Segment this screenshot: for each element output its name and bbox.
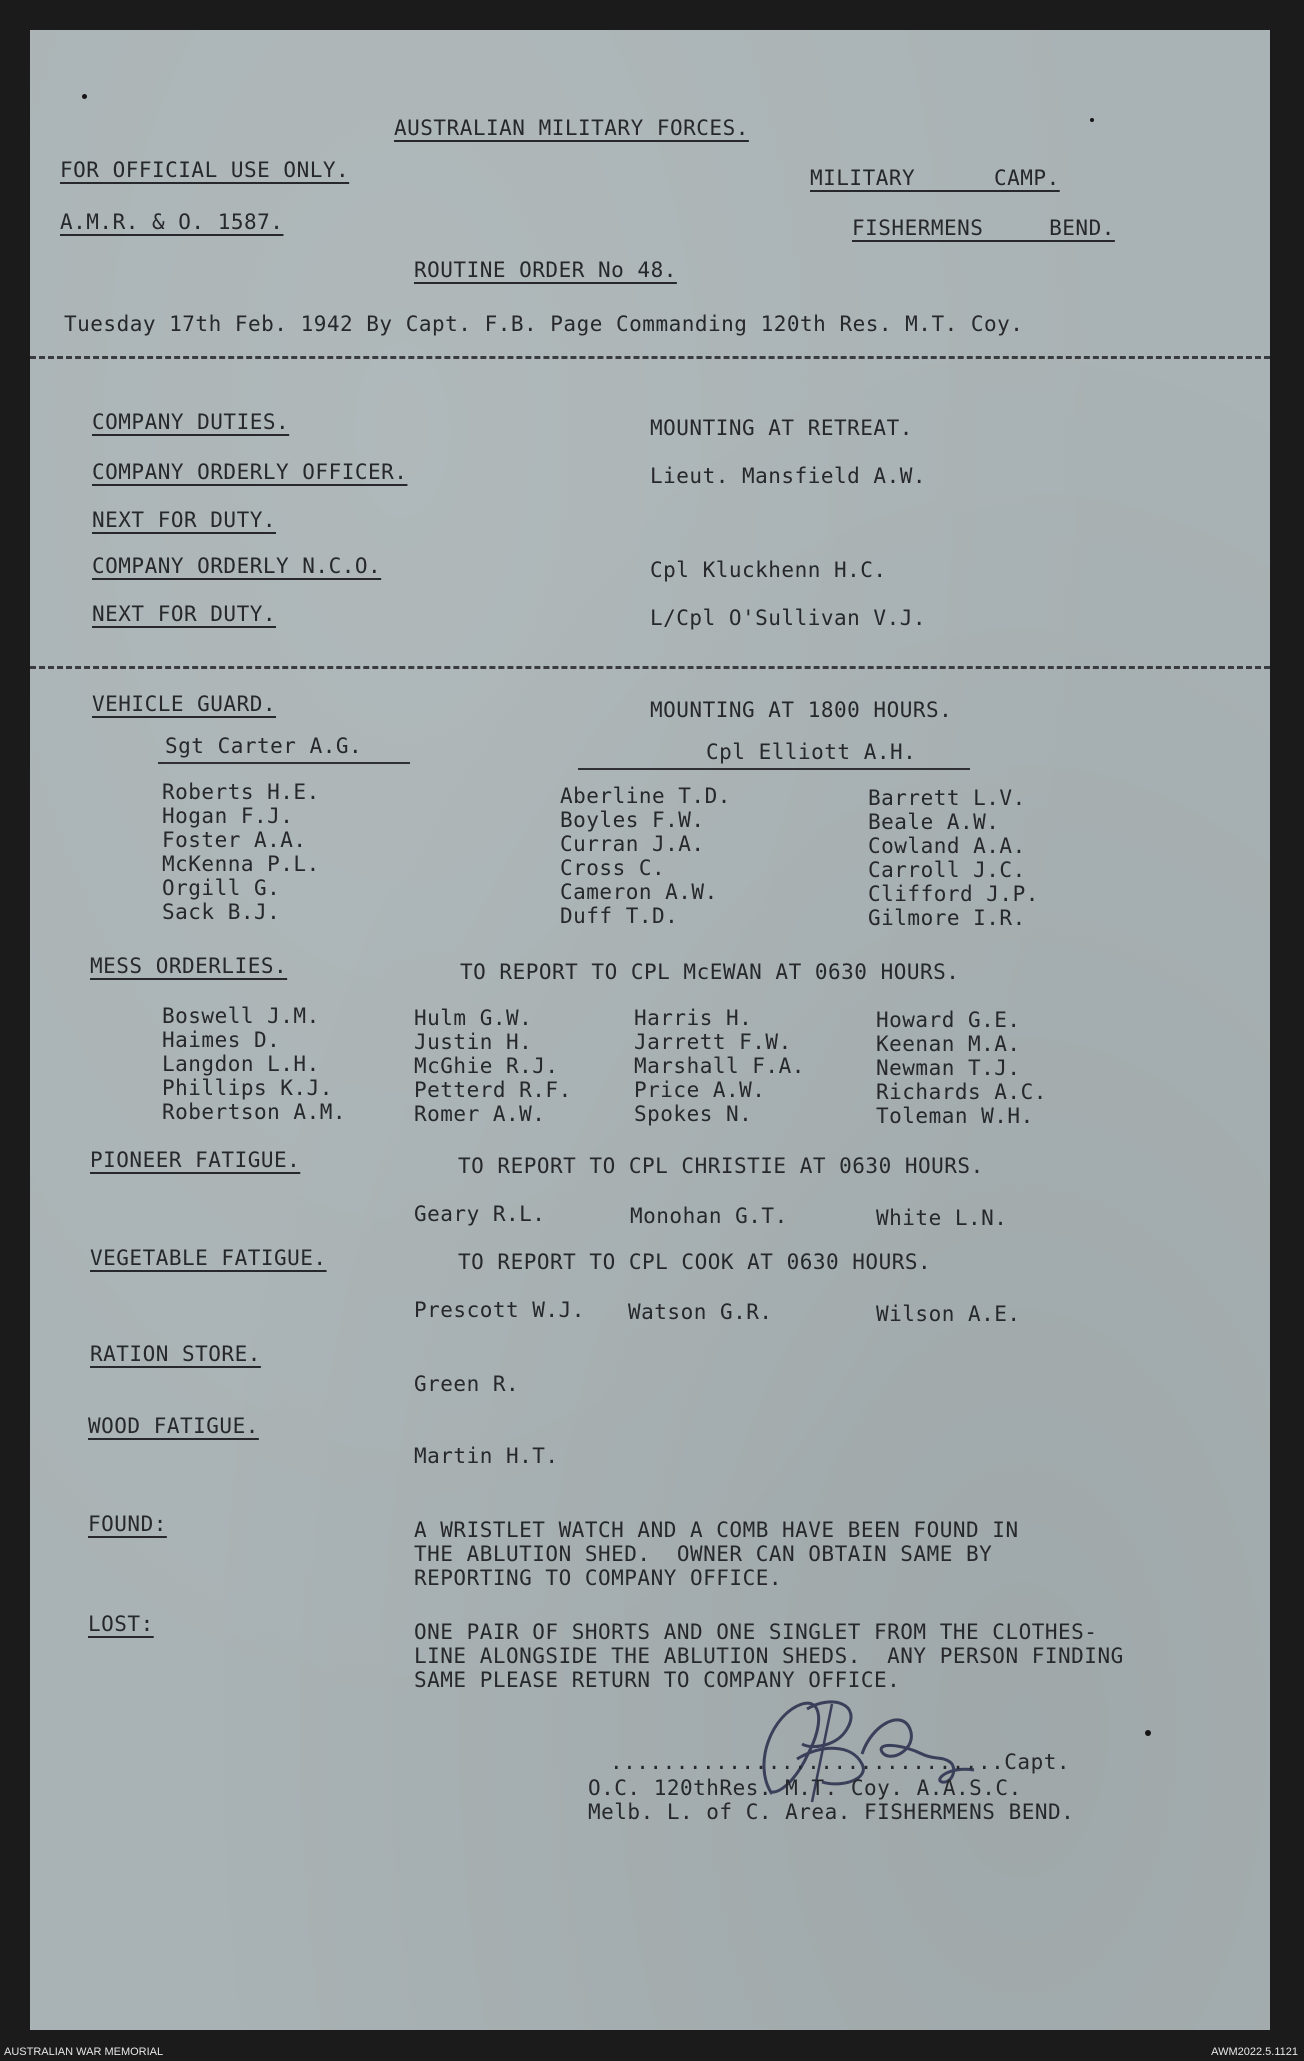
guard-name: Beale A.W. — [868, 810, 1000, 834]
found-line: THE ABLUTION SHED. OWNER CAN OBTAIN SAME BY — [414, 1542, 993, 1566]
guard-corporal: Cpl Elliott A.H. — [706, 740, 917, 764]
guard-name: Hogan F.J. — [162, 804, 294, 828]
guard-name: McKenna P.L. — [162, 852, 320, 876]
guard-name: Curran J.A. — [560, 832, 705, 856]
next-for-duty-label: NEXT FOR DUTY. — [92, 602, 277, 626]
mess-name: Phillips K.J. — [162, 1076, 333, 1100]
ink-speck — [1145, 1730, 1151, 1736]
vegetable-fatigue-instruction: TO REPORT TO CPL COOK AT 0630 HOURS. — [458, 1250, 932, 1274]
lost-line: LINE ALONGSIDE THE ABLUTION SHEDS. ANY PERSON FINDING — [414, 1644, 1124, 1668]
camp-line-1: MILITARY CAMP. — [810, 166, 1060, 190]
guard-sergeant: Sgt Carter A.G. — [165, 734, 363, 758]
mess-name: Hulm G.W. — [414, 1006, 533, 1030]
ration-store-name: Green R. — [414, 1372, 520, 1396]
camp-line-2: FISHERMENS BEND. — [852, 216, 1115, 240]
ink-speck — [1090, 118, 1094, 122]
pioneer-fatigue-heading: PIONEER FATIGUE. — [90, 1148, 301, 1172]
signature-line-2: O.C. 120thRes. M.T. Coy. A.A.S.C. — [588, 1776, 1022, 1800]
mess-name: Jarrett F.W. — [634, 1030, 792, 1054]
mess-orderlies-heading: MESS ORDERLIES. — [90, 954, 288, 978]
sergeant-underline — [158, 762, 410, 764]
document-title: AUSTRALIAN MILITARY FORCES. — [394, 116, 749, 140]
mess-name: McGhie R.J. — [414, 1054, 559, 1078]
mess-name: Marshall F.A. — [634, 1054, 805, 1078]
vegetable-fatigue-heading: VEGETABLE FATIGUE. — [90, 1246, 327, 1270]
amr-reference: A.M.R. & O. 1587. — [60, 210, 284, 234]
mess-name: Toleman W.H. — [876, 1104, 1034, 1128]
guard-name: Foster A.A. — [162, 828, 307, 852]
mess-name: Robertson A.M. — [162, 1100, 347, 1124]
mess-orderlies-instruction: TO REPORT TO CPL McEWAN AT 0630 HOURS. — [460, 960, 960, 984]
guard-name: Carroll J.C. — [868, 858, 1026, 882]
company-duties-heading: COMPANY DUTIES. — [92, 410, 290, 434]
found-line: A WRISTLET WATCH AND A COMB HAVE BEEN FOUND IN — [414, 1518, 1019, 1542]
guard-name: Sack B.J. — [162, 900, 281, 924]
mess-name: Petterd R.F. — [414, 1078, 572, 1102]
mess-name: Justin H. — [414, 1030, 533, 1054]
vehicle-guard-heading: VEHICLE GUARD. — [92, 692, 277, 716]
lost-line: SAME PLEASE RETURN TO COMPANY OFFICE. — [414, 1668, 901, 1692]
orderly-officer-label: COMPANY ORDERLY OFFICER. — [92, 460, 408, 484]
guard-name: Duff T.D. — [560, 904, 679, 928]
vegetable-name: Watson G.R. — [628, 1300, 773, 1324]
mess-name: Langdon L.H. — [162, 1052, 320, 1076]
guard-name: Aberline T.D. — [560, 784, 731, 808]
divider — [30, 356, 1270, 359]
signature-line-3: Melb. L. of C. Area. FISHERMENS BEND. — [588, 1800, 1075, 1824]
found-line: REPORTING TO COMPANY OFFICE. — [414, 1566, 783, 1590]
guard-name: Orgill G. — [162, 876, 281, 900]
document-sheet — [30, 30, 1270, 2030]
official-use-label: FOR OFFICIAL USE ONLY. — [60, 158, 350, 182]
guard-name: Clifford J.P. — [868, 882, 1039, 906]
pioneer-name: White L.N. — [876, 1206, 1008, 1230]
mess-name: Keenan M.A. — [876, 1032, 1021, 1056]
divider — [30, 666, 1270, 669]
mess-name: Haimes D. — [162, 1028, 281, 1052]
lost-heading: LOST: — [88, 1612, 154, 1636]
orderly-nco-label: COMPANY ORDERLY N.C.O. — [92, 554, 382, 578]
order-dateline: Tuesday 17th Feb. 1942 By Capt. F.B. Page Commanding 120th Res. M.T. Coy. — [64, 312, 1024, 336]
guard-name: Boyles F.W. — [560, 808, 705, 832]
guard-name: Roberts H.E. — [162, 780, 320, 804]
next-for-duty-label: NEXT FOR DUTY. — [92, 508, 277, 532]
orderly-officer-name: Lieut. Mansfield A.W. — [650, 464, 927, 488]
ink-speck — [82, 94, 87, 99]
mess-name: Spokes N. — [634, 1102, 753, 1126]
found-heading: FOUND: — [88, 1512, 167, 1536]
routine-order-number: ROUTINE ORDER No 48. — [414, 258, 677, 282]
mess-name: Harris H. — [634, 1006, 753, 1030]
wood-fatigue-heading: WOOD FATIGUE. — [88, 1414, 259, 1438]
vegetable-name: Wilson A.E. — [876, 1302, 1021, 1326]
guard-name: Cameron A.W. — [560, 880, 718, 904]
lost-line: ONE PAIR OF SHORTS AND ONE SINGLET FROM THE CLOTHES- — [414, 1620, 1098, 1644]
wood-fatigue-name: Martin H.T. — [414, 1444, 559, 1468]
next-nco-name: L/Cpl O'Sullivan V.J. — [650, 606, 927, 630]
orderly-nco-name: Cpl Kluckhenn H.C. — [650, 558, 887, 582]
vehicle-guard-mounting: MOUNTING AT 1800 HOURS. — [650, 698, 953, 722]
vegetable-name: Prescott W.J. — [414, 1298, 585, 1322]
ration-store-heading: RATION STORE. — [90, 1342, 261, 1366]
company-duties-mounting: MOUNTING AT RETREAT. — [650, 416, 913, 440]
pioneer-fatigue-instruction: TO REPORT TO CPL CHRISTIE AT 0630 HOURS. — [458, 1154, 984, 1178]
guard-name: Barrett L.V. — [868, 786, 1026, 810]
footer-accession-number: AWM2022.5.1121 — [1211, 2046, 1298, 2058]
pioneer-name: Monohan G.T. — [630, 1204, 788, 1228]
footer-archive-name: AUSTRALIAN WAR MEMORIAL — [4, 2046, 164, 2058]
mess-name: Howard G.E. — [876, 1008, 1021, 1032]
guard-name: Cowland A.A. — [868, 834, 1026, 858]
signature-dots-line: ..............................Capt. — [610, 1750, 1071, 1774]
guard-name: Cross C. — [560, 856, 666, 880]
mess-name: Richards A.C. — [876, 1080, 1047, 1104]
mess-name: Boswell J.M. — [162, 1004, 320, 1028]
guard-name: Gilmore I.R. — [868, 906, 1026, 930]
mess-name: Romer A.W. — [414, 1102, 546, 1126]
mess-name: Newman T.J. — [876, 1056, 1021, 1080]
pioneer-name: Geary R.L. — [414, 1202, 546, 1226]
mess-name: Price A.W. — [634, 1078, 766, 1102]
corporal-underline — [578, 768, 970, 770]
